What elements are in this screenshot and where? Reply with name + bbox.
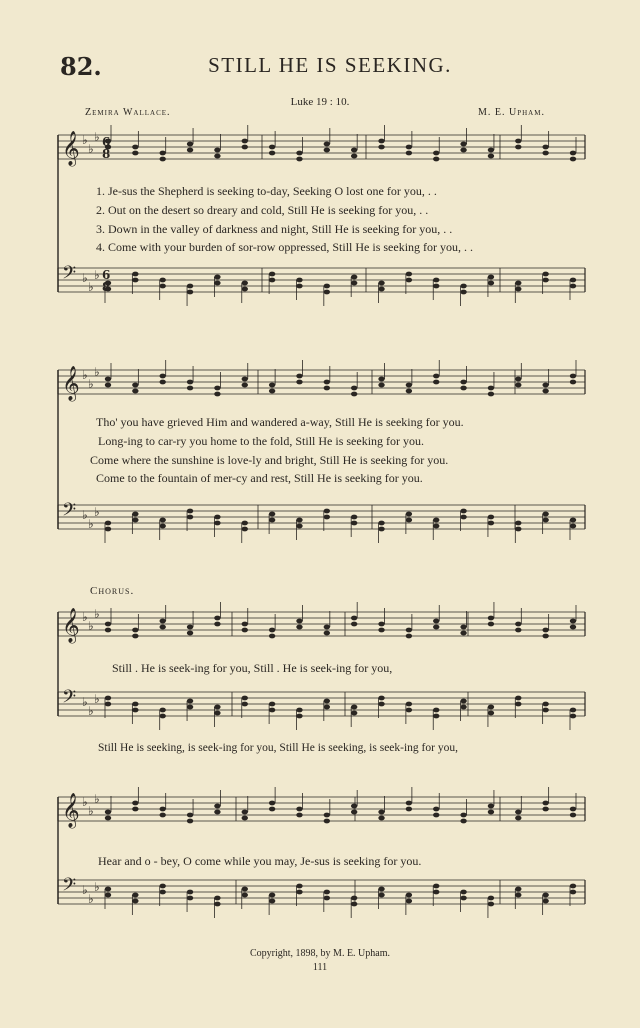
verse-line-4: 4. Come with your burden of sor-row oppressed, Still He is seeking for you, . . bbox=[96, 240, 474, 254]
svg-text:♭: ♭ bbox=[94, 692, 100, 706]
svg-text:♭: ♭ bbox=[88, 280, 94, 294]
svg-text:𝄢: 𝄢 bbox=[62, 500, 77, 525]
svg-text:6: 6 bbox=[102, 268, 111, 282]
svg-text:♭: ♭ bbox=[88, 517, 94, 531]
svg-text:♭: ♭ bbox=[94, 268, 100, 282]
svg-text:♭: ♭ bbox=[94, 607, 100, 621]
svg-text:♭: ♭ bbox=[82, 508, 88, 522]
svg-text:𝄞: 𝄞 bbox=[62, 793, 80, 828]
svg-text:6: 6 bbox=[102, 135, 111, 149]
refrain-line-3: Come where the sunshine is love-ly and bright, Still He is seeking for you. bbox=[90, 453, 449, 467]
page-number: 111 bbox=[312, 962, 328, 973]
svg-text:♭: ♭ bbox=[94, 130, 100, 144]
svg-text:𝄞: 𝄞 bbox=[62, 608, 80, 643]
svg-text:𝄞: 𝄞 bbox=[62, 366, 80, 401]
svg-text:♭: ♭ bbox=[88, 704, 94, 718]
svg-text:♭: ♭ bbox=[82, 271, 88, 285]
chorus-treble-lyric: Still . He is seek-ing for you, Still . He is seek-ing for you, bbox=[112, 661, 393, 675]
svg-text:𝄞: 𝄞 bbox=[62, 131, 80, 166]
svg-text:♭: ♭ bbox=[82, 368, 88, 382]
svg-text:♭: ♭ bbox=[94, 505, 100, 519]
svg-text:♭: ♭ bbox=[82, 795, 88, 809]
scripture-reference: Luke 19 : 10. bbox=[290, 96, 350, 108]
svg-text:♭: ♭ bbox=[82, 695, 88, 709]
svg-text:♭: ♭ bbox=[82, 133, 88, 147]
svg-text:♭: ♭ bbox=[94, 792, 100, 806]
verse-line-3: 3. Down in the valley of darkness and night, Still He is seeking for you, . . bbox=[96, 222, 453, 236]
hymn-number: 82. bbox=[60, 52, 102, 81]
refrain-line-2: Long-ing to car-ry you home to the fold, Still He is seeking for you. bbox=[98, 434, 425, 448]
svg-text:♭: ♭ bbox=[88, 619, 94, 633]
refrain-line-1: Tho' you have grieved Him and wandered a-way, Still He is seeking for you. bbox=[96, 415, 464, 429]
chorus-label: Chorus. bbox=[90, 585, 135, 597]
final-lyric: Hear and o - bey, O come while you may, Je-sus is seeking for you. bbox=[98, 854, 422, 868]
svg-text:♭: ♭ bbox=[88, 377, 94, 391]
verse-line-2: 2. Out on the desert so dreary and cold, Still He is seeking for you, . . bbox=[96, 203, 429, 217]
svg-text:𝄢: 𝄢 bbox=[62, 875, 77, 900]
svg-text:♭: ♭ bbox=[88, 892, 94, 906]
refrain-line-4: Come to the fountain of mer-cy and rest, Still He is seeking for you. bbox=[96, 471, 423, 485]
svg-text:♭: ♭ bbox=[94, 365, 100, 379]
copyright-notice: Copyright, 1898, by M. E. Upham. bbox=[250, 948, 390, 959]
svg-text:8: 8 bbox=[102, 280, 111, 294]
svg-text:♭: ♭ bbox=[82, 883, 88, 897]
svg-text:♭: ♭ bbox=[82, 610, 88, 624]
svg-text:𝄢: 𝄢 bbox=[62, 687, 77, 712]
svg-text:♭: ♭ bbox=[88, 142, 94, 156]
svg-text:♭: ♭ bbox=[94, 880, 100, 894]
chorus-bass-lyric: Still He is seeking, is seek-ing for you, Still He is seeking, is seek-ing for you, bbox=[98, 742, 458, 754]
svg-text:♭: ♭ bbox=[88, 804, 94, 818]
author-credit: Zemira Wallace. bbox=[85, 107, 171, 118]
svg-text:𝄢: 𝄢 bbox=[62, 263, 77, 288]
verse-line-1: 1. Je-sus the Shepherd is seeking to-day, Seeking O lost one for you, . . bbox=[96, 184, 437, 198]
composer-credit: M. E. Upham. bbox=[478, 107, 545, 118]
hymn-title: STILL HE IS SEEKING. bbox=[208, 53, 452, 77]
svg-text:8: 8 bbox=[102, 147, 111, 161]
